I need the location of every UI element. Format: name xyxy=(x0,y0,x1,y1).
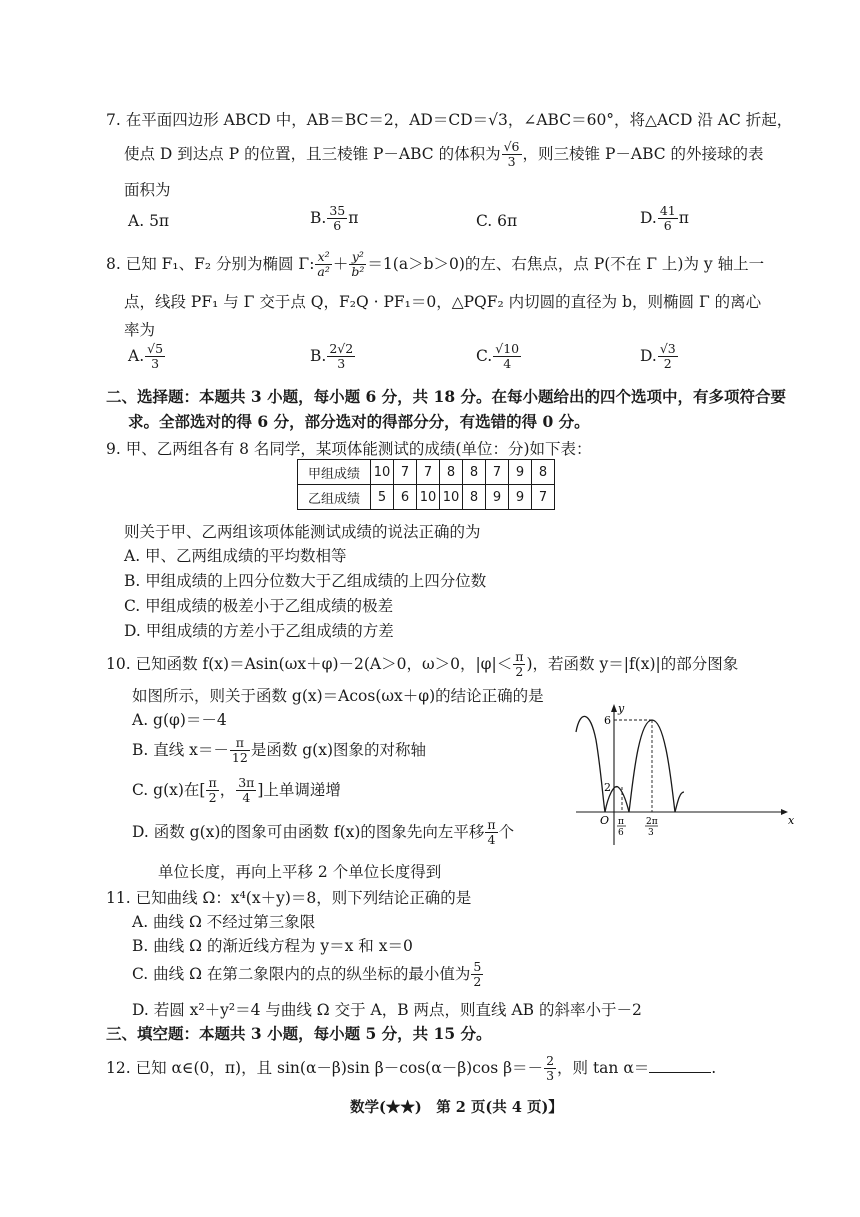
q8-line3: 率为 xyxy=(124,321,156,339)
q10-option-a: A. g(φ)＝－4 xyxy=(132,711,227,729)
q7-option-d: D. $\frac{41}{6}$ π xyxy=(640,203,689,234)
q7-option-a: A. 5π xyxy=(128,212,170,230)
q10-option-b: B. 直线 x＝－ $\frac{\pi}{12}$ 是函数 g(x)图象的对称轴 xyxy=(132,735,427,766)
x-axis-arrow xyxy=(781,809,788,815)
q8-option-d: D. $\frac{√3}{2}$ xyxy=(640,341,676,372)
origin-label: O xyxy=(600,814,610,827)
q9-score-table xyxy=(297,459,555,510)
q7-line3: 面积为 xyxy=(124,181,171,199)
table-row: 乙组成绩 5 6 10 10 8 9 9 7 xyxy=(298,485,555,510)
curve-left-arch xyxy=(576,716,605,812)
section2-heading-line1: 二、选择题：本题共 3 小题，每小题 6 分，共 18 分。在每小题给出的四个选项中，有多项符合要 xyxy=(106,387,787,406)
table-row: 甲组成绩 10 7 7 8 8 7 9 8 xyxy=(298,460,555,485)
q11-option-b: B. 曲线 Ω 的渐近线方程为 y＝x 和 x＝0 xyxy=(132,937,413,955)
q10-option-c: C. g(x)在[ $\frac{\pi}{2}$ ， $\frac{3\pi}{4}$ ]上单调递增 xyxy=(132,775,341,806)
q9-stem: 9. 甲、乙两组各有 8 名同学，某项体能测试的成绩(单位：分)如下表： xyxy=(106,440,592,458)
q10-function-graph xyxy=(566,700,796,850)
q10-option-d-line2: 单位长度，再向上平移 2 个单位长度得到 xyxy=(158,863,442,881)
section2-heading-line2: 求。全部选对的得 6 分，部分选对的得部分分，有选错的得 0 分。 xyxy=(128,412,590,431)
curve-right-tail xyxy=(675,792,684,812)
q8-line1: 8. 已知 F₁、F₂ 分别为椭圆 Γ: $\frac{\text{x²}}{\text{a²}}$ ＋ $\frac{\text{y²}}{\text{b²}}$ ＝1(a＞b＞0)的左、右焦点，点 P(不在 Γ 上)为 y 轴上一 xyxy=(106,249,765,280)
q10-line2: 如图所示，则关于函数 g(x)＝Acos(ωx＋φ)的结论正确的是 xyxy=(132,687,544,705)
tick-y-mid: 2 xyxy=(604,781,611,794)
q10-option-d: D. 函数 g(x)的图象可由函数 f(x)的图象先向左平移 $\frac{\pi}{4}$ 个 xyxy=(132,817,515,848)
q7-option-b: B. $\frac{35}{6}$ π xyxy=(310,203,359,234)
q9-option-b: B. 甲组成绩的上四分位数大于乙组成绩的上四分位数 xyxy=(124,572,487,590)
tick-x2-num: 2π xyxy=(646,817,658,827)
q12-answer-blank[interactable] xyxy=(649,1072,711,1073)
q8-option-b: B. $\frac{2√2}{3}$ xyxy=(310,341,354,372)
q12-question: 12. 已知 α∈(0，π)，且 sin(α－β)sin β－cos(α－β)cos β＝－ $\frac{2}{3}$ ，则 tan α＝ . xyxy=(106,1053,717,1084)
y-axis-arrow xyxy=(611,704,617,712)
q11-option-c: C. 曲线 Ω 在第二象限内的点的纵坐标的最小值为 $\frac{5}{2}$ xyxy=(132,959,482,990)
section3-heading: 三、填空题：本题共 3 小题，每小题 5 分，共 15 分。 xyxy=(106,1024,492,1043)
q7-line1: 7. 在平面四边形 ABCD 中，AB＝BC＝2，AD＝CD＝√3，∠ABC＝60°，将△ACD 沿 AC 折起， xyxy=(106,111,793,129)
q9-option-c: C. 甲组成绩的极差小于乙组成绩的极差 xyxy=(124,597,394,615)
tick-x1-den: 6 xyxy=(618,828,624,838)
q8-option-a: A. $\frac{√5}{3}$ xyxy=(128,341,164,372)
q10-line1: 10. 已知函数 f(x)＝Asin(ωx＋φ)－2(A＞0，ω＞0，|φ|＜ $\frac{\pi}{2}$ )，若函数 y＝|f(x)|的部分图象 xyxy=(106,649,739,680)
q11-option-d: D. 若圆 x²＋y²＝4 与曲线 Ω 交于 A，B 两点，则直线 AB 的斜率小于－2 xyxy=(132,1001,642,1019)
q7-line2: 使点 D 到达点 P 的位置，且三棱锥 P－ABC 的体积为 $\frac{√6}{3}$ ，则三棱锥 P－ABC 的外接球的表 xyxy=(124,139,764,170)
q11-stem: 11. 已知曲线 Ω：x⁴(x＋y)＝8，则下列结论正确的是 xyxy=(106,889,472,907)
tick-y-top: 6 xyxy=(604,714,611,727)
y-axis-label: y xyxy=(618,702,625,715)
q7-volume-fraction: $\frac{√6}{3}$ xyxy=(503,139,520,170)
q9-question: 则关于甲、乙两组该项体能测试成绩的说法正确的为 xyxy=(124,523,481,541)
q11-option-a: A. 曲线 Ω 不经过第三象限 xyxy=(132,913,316,931)
q9-option-d: D. 甲组成绩的方差小于乙组成绩的方差 xyxy=(124,622,394,640)
tick-x1-num: π xyxy=(618,817,624,827)
q9-option-a: A. 甲、乙两组成绩的平均数相等 xyxy=(124,547,347,565)
q7-option-c: C. 6π xyxy=(476,212,518,230)
q8-line2: 点，线段 PF₁ 与 Γ 交于点 Q，F₂Q · PF₁＝0，△PQF₂ 内切圆的直径为 b，则椭圆 Γ 的离心 xyxy=(124,293,762,311)
q8-option-c: C. $\frac{√10}{4}$ xyxy=(476,341,520,372)
tick-x2-den: 3 xyxy=(648,828,654,838)
page-footer: 数学(★★) 第 2 页(共 4 页)】 xyxy=(350,1099,563,1116)
x-axis-label: x xyxy=(788,814,795,827)
